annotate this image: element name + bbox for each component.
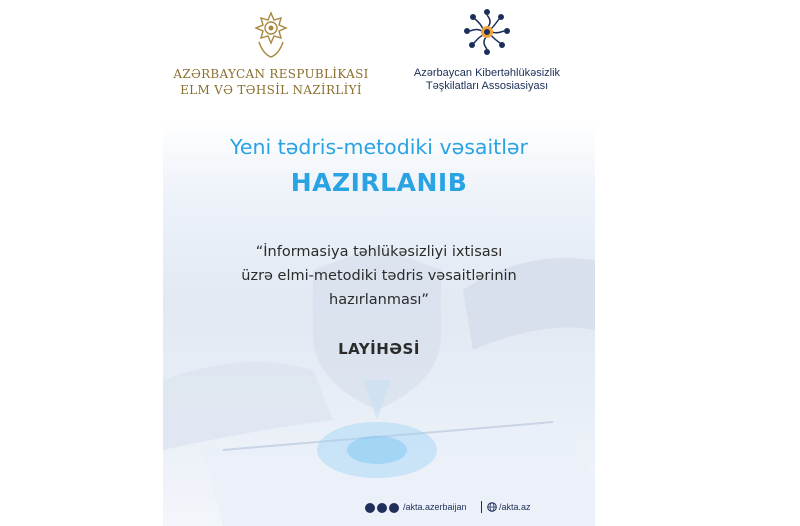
association-logo bbox=[379, 0, 595, 112]
headline-emphasis: HAZIRLANIB bbox=[290, 168, 468, 197]
website-link[interactable]: /akta.az bbox=[499, 502, 531, 512]
footer-contacts bbox=[363, 501, 595, 517]
project-title-line1: “İnformasiya təhlükəsizliyi ixtisası bbox=[255, 244, 503, 260]
footer-divider bbox=[481, 501, 482, 513]
ministry-name-line1: AZƏRBAYCAN RESPUBLİKASI bbox=[173, 67, 369, 81]
instagram-icon[interactable] bbox=[365, 503, 375, 513]
state-emblem-icon bbox=[253, 10, 289, 60]
project-label: LAYİHƏSİ bbox=[338, 340, 420, 358]
project-title-line3: hazırlanması” bbox=[329, 292, 429, 308]
association-name-line2: Təşkilatları Assosiasiyası bbox=[425, 80, 549, 92]
social-handle-link[interactable]: /akta.azerbaijan bbox=[403, 502, 467, 512]
headline-text: Yeni tədris-metodiki vəsaitlər bbox=[230, 135, 528, 159]
project-title-line2: üzrə elmi-metodiki tədris vəsaitlərinin bbox=[241, 268, 517, 284]
globe-icon bbox=[487, 502, 497, 512]
facebook-icon[interactable] bbox=[377, 503, 387, 513]
ministry-name-line2: ELM VƏ TƏHSİL NAZİRLİYİ bbox=[180, 83, 362, 97]
youtube-icon[interactable] bbox=[389, 503, 399, 513]
akta-logo-icon bbox=[463, 8, 511, 56]
ministry-logo bbox=[163, 0, 379, 112]
association-name-line1: Azərbaycan Kibertəhlükəsizlik bbox=[413, 67, 561, 79]
poster bbox=[163, 0, 595, 526]
